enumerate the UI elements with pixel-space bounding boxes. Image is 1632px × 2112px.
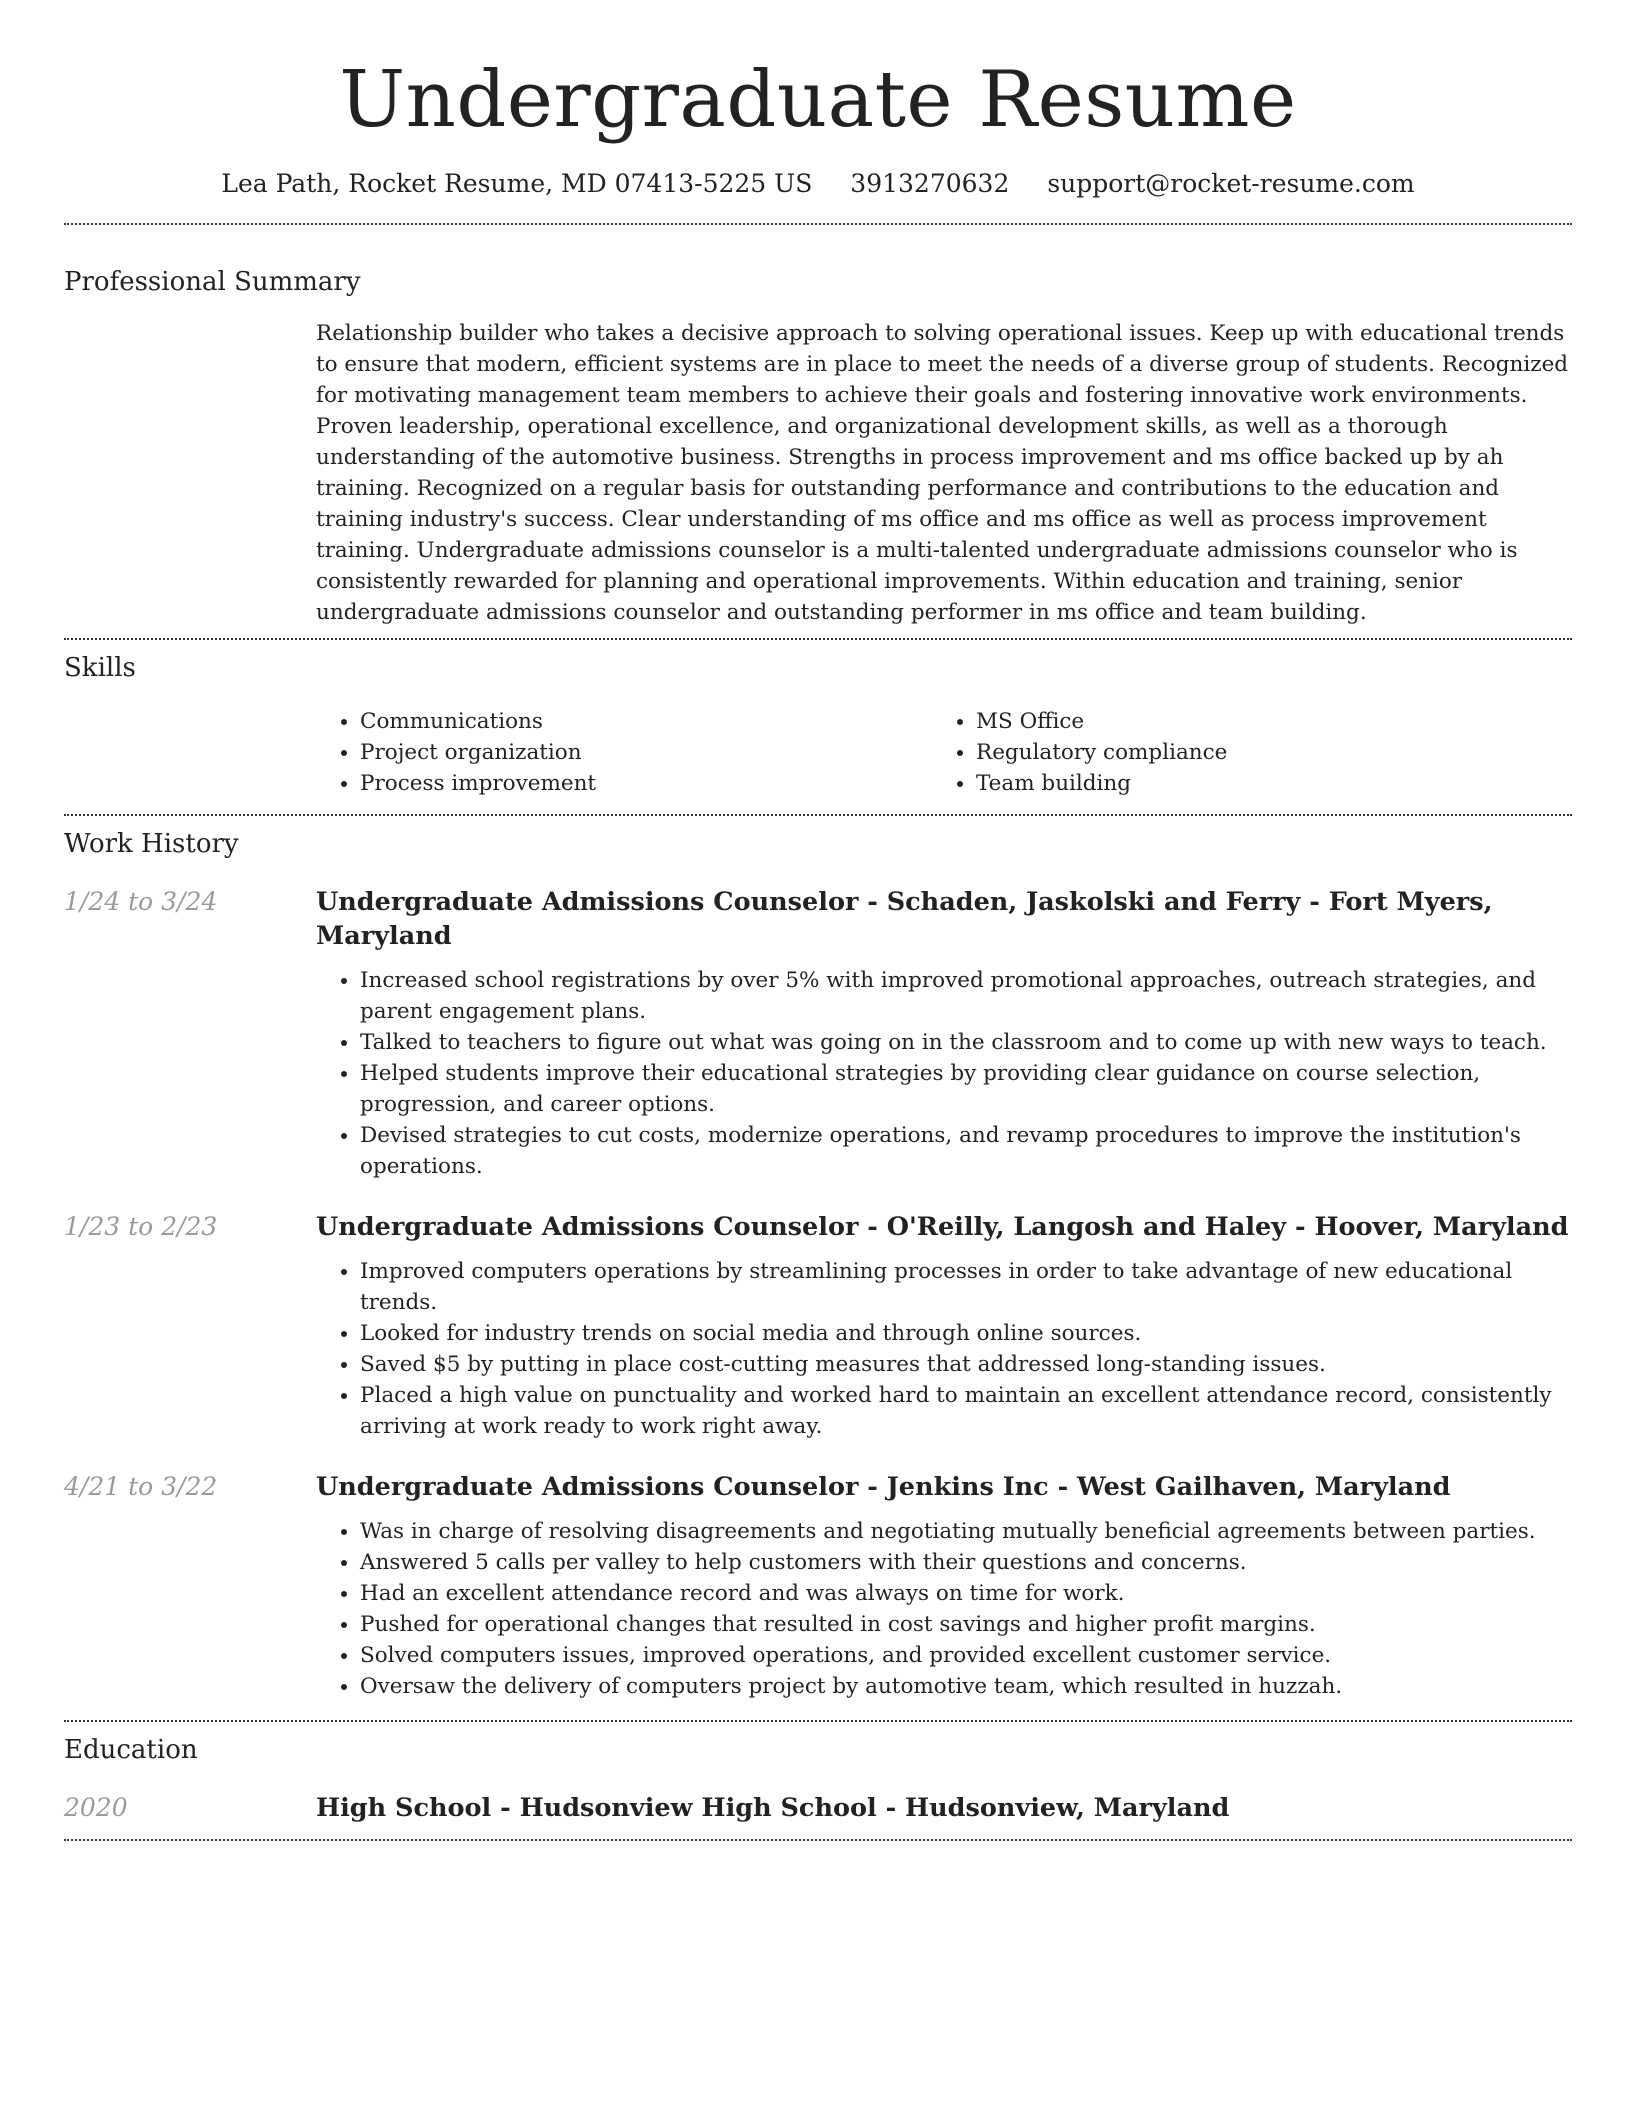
divider	[64, 814, 1572, 816]
work-section	[64, 827, 1572, 1702]
resume-page	[64, 0, 1572, 1841]
job-location: Hoover, Maryland	[1314, 1212, 1569, 1242]
job-bullet: • Had an excellent attendance record and was always on time for work.	[360, 1578, 1572, 1609]
job-bullet: • Devised strategies to cut costs, modernize operations, and revamp procedures to improve the institution's operations.	[360, 1120, 1572, 1182]
skills-column-left	[316, 706, 932, 799]
skill-item: • Regulatory compliance	[976, 737, 1548, 768]
divider	[64, 638, 1572, 640]
contact-phone: 3913270632	[850, 169, 1010, 198]
job-bullets	[316, 965, 1572, 1182]
job-title: Undergraduate Admissions Counselor	[316, 887, 859, 917]
education-section	[64, 1733, 1572, 1825]
contact-address: Lea Path, Rocket Resume, MD 07413-5225 US	[221, 169, 813, 198]
education-location: Hudsonview, Maryland	[905, 1793, 1230, 1823]
divider	[64, 1839, 1572, 1841]
divider	[64, 223, 1572, 225]
education-heading-line: High School - Hudsonview High School - Hudsonview, Maryland	[316, 1793, 1230, 1823]
summary-text: Relationship builder who takes a decisive approach to solving operational issues. Keep up with educational trends to ensure that modern, efficient systems are in place to meet the needs of a diverse group of students. Recognized for motivating management team members to achieve their goals and fostering innovative work environments. Proven leadership, operational excellence, and organizational development skills, as well as a thorough understanding of the automotive business. Strengths in process improvement and ms office backed up by ah training. Recognized on a regular basis for outstanding performance and contributions to the education and training industry's success. Clear understanding of ms office and ms office as well as process improvement training. Undergraduate admissions counselor is a multi-talented undergraduate admissions counselor who is consistently rewarded for planning and operational improvements. Within education and training, senior undergraduate admissions counselor and outstanding performer in ms office and team building.	[316, 321, 1569, 625]
job-bullet: • Placed a high value on punctuality and worked hard to maintain an excellent attendance record, consistently arriving at work ready to work right away.	[360, 1380, 1572, 1442]
job-bullet: • Pushed for operational changes that resulted in cost savings and higher profit margins.	[360, 1609, 1572, 1640]
skills-column-right	[932, 706, 1548, 799]
skills-list	[316, 706, 1572, 799]
job-entry	[64, 1210, 1572, 1442]
job-bullets	[316, 1256, 1572, 1442]
skill-item: • MS Office	[976, 706, 1548, 737]
job-bullet: • Was in charge of resolving disagreements and negotiating mutually beneficial agreements between parties.	[360, 1516, 1572, 1547]
job-title: Undergraduate Admissions Counselor	[316, 1472, 859, 1502]
education-year: 2020	[64, 1793, 128, 1822]
job-bullet: • Saved $5 by putting in place cost-cutting measures that addressed long-standing issues.	[360, 1349, 1572, 1380]
education-heading: Education	[64, 1735, 198, 1765]
education-degree: High School	[316, 1793, 492, 1823]
skill-item: • Communications	[360, 706, 932, 737]
education-school: Hudsonview High School	[519, 1793, 877, 1823]
job-company: Schaden, Jaskolski and Ferry	[886, 887, 1301, 917]
skills-section	[64, 651, 1572, 799]
job-company: Jenkins Inc	[886, 1472, 1049, 1502]
job-dates: 4/21 to 3/22	[64, 1472, 218, 1501]
job-bullet: • Helped students improve their educational strategies by providing clear guidance on course selection, progression, and career options.	[360, 1058, 1572, 1120]
job-bullet: • Increased school registrations by over 5% with improved promotional approaches, outreach strategies, and parent engagement plans.	[360, 965, 1572, 1027]
summary-heading: Professional Summary	[64, 267, 361, 297]
job-bullet: • Oversaw the delivery of computers project by automotive team, which resulted in huzzah.	[360, 1671, 1572, 1702]
contact-line	[64, 168, 1572, 200]
job-location: West Gailhaven, Maryland	[1077, 1472, 1451, 1502]
skill-item: • Process improvement	[360, 768, 932, 799]
divider	[64, 1720, 1572, 1722]
job-heading: Undergraduate Admissions Counselor - Schaden, Jaskolski and Ferry - Fort Myers, Maryland	[316, 887, 1493, 951]
education-entry	[64, 1791, 1572, 1825]
contact-email: support@rocket-resume.com	[1047, 169, 1415, 198]
job-entry	[64, 1470, 1572, 1702]
resume-title: Undergraduate Resume	[339, 55, 1297, 145]
job-dates: 1/23 to 2/23	[64, 1212, 218, 1241]
skills-heading: Skills	[64, 653, 136, 683]
job-heading: Undergraduate Admissions Counselor - Jenkins Inc - West Gailhaven, Maryland	[316, 1472, 1451, 1502]
job-title: Undergraduate Admissions Counselor	[316, 1212, 859, 1242]
summary-section	[64, 265, 1572, 628]
job-bullet: • Talked to teachers to figure out what was going on in the classroom and to come up with new ways to teach.	[360, 1027, 1572, 1058]
job-company: O'Reilly, Langosh and Haley	[886, 1212, 1287, 1242]
work-heading: Work History	[64, 829, 239, 859]
job-bullet: • Solved computers issues, improved operations, and provided excellent customer service.	[360, 1640, 1572, 1671]
job-bullet: • Answered 5 calls per valley to help customers with their questions and concerns.	[360, 1547, 1572, 1578]
job-bullet: • Looked for industry trends on social media and through online sources.	[360, 1318, 1572, 1349]
job-location: Fort Myers, Maryland	[316, 887, 1493, 951]
job-dates: 1/24 to 3/24	[64, 887, 218, 916]
job-entry	[64, 885, 1572, 1182]
skill-item: • Team building	[976, 768, 1548, 799]
job-bullet: • Improved computers operations by streamlining processes in order to take advantage of new educational trends.	[360, 1256, 1572, 1318]
job-bullets	[316, 1516, 1572, 1702]
job-heading: Undergraduate Admissions Counselor - O'Reilly, Langosh and Haley - Hoover, Maryland	[316, 1212, 1569, 1242]
skill-item: • Project organization	[360, 737, 932, 768]
